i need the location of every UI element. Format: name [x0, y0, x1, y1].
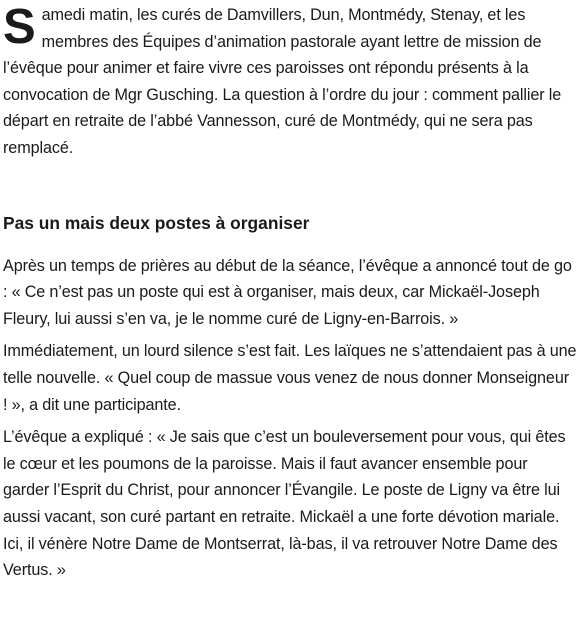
article-body	[3, 2, 577, 590]
lead-paragraph-text: amedi matin, les curés de Damvillers, Dun, Montmédy, Stenay, et les membres des Équipes d’animation pastorale ayant lettre de mission de l’évêque pour animer et faire vivre ces paroisses ont répondu présents à la convocation de Mgr Gusching. La question à l’ordre du jour : comment pallier le départ en retraite de l’abbé Vannesson, curé de Montmédy, qui ne sera pas remplacé.	[3, 6, 562, 157]
drop-cap: S	[3, 0, 36, 54]
paragraph-explanation: L’évêque a expliqué : « Je sais que c’est un bouleversement pour vous, qui êtes le cœur et les poumons de la paroisse. Mais il faut avancer ensemble pour garder l’Esprit du Christ, pour annoncer l’Évangile. Le poste de Ligny va être lui aussi vacant, son curé partant en retraite. Mickaël a une forte dévotion mariale. Ici, il vénère Notre Dame de Montserrat, là-bas, il va retrouver Notre Dame des Vertus. »	[3, 428, 566, 580]
lead-paragraph	[3, 2, 577, 162]
section-heading: Pas un mais deux postes à organiser	[3, 212, 310, 233]
paragraph-announcement: Après un temps de prières au début de la séance, l’évêque a annoncé tout de go : « Ce n’est pas un poste qui est à organiser, mais deux, car Mickaël-Joseph Fleury, lui aussi s’en va, je le nomme curé de Ligny-en-Barrois. »	[3, 256, 572, 328]
paragraph-reaction: Immédiatement, un lourd silence s’est fait. Les laïques ne s’attendaient pas à une telle nouvelle. « Quel coup de massue vous venez de nous donner Monseigneur ! », a dit une participante.	[3, 342, 577, 414]
